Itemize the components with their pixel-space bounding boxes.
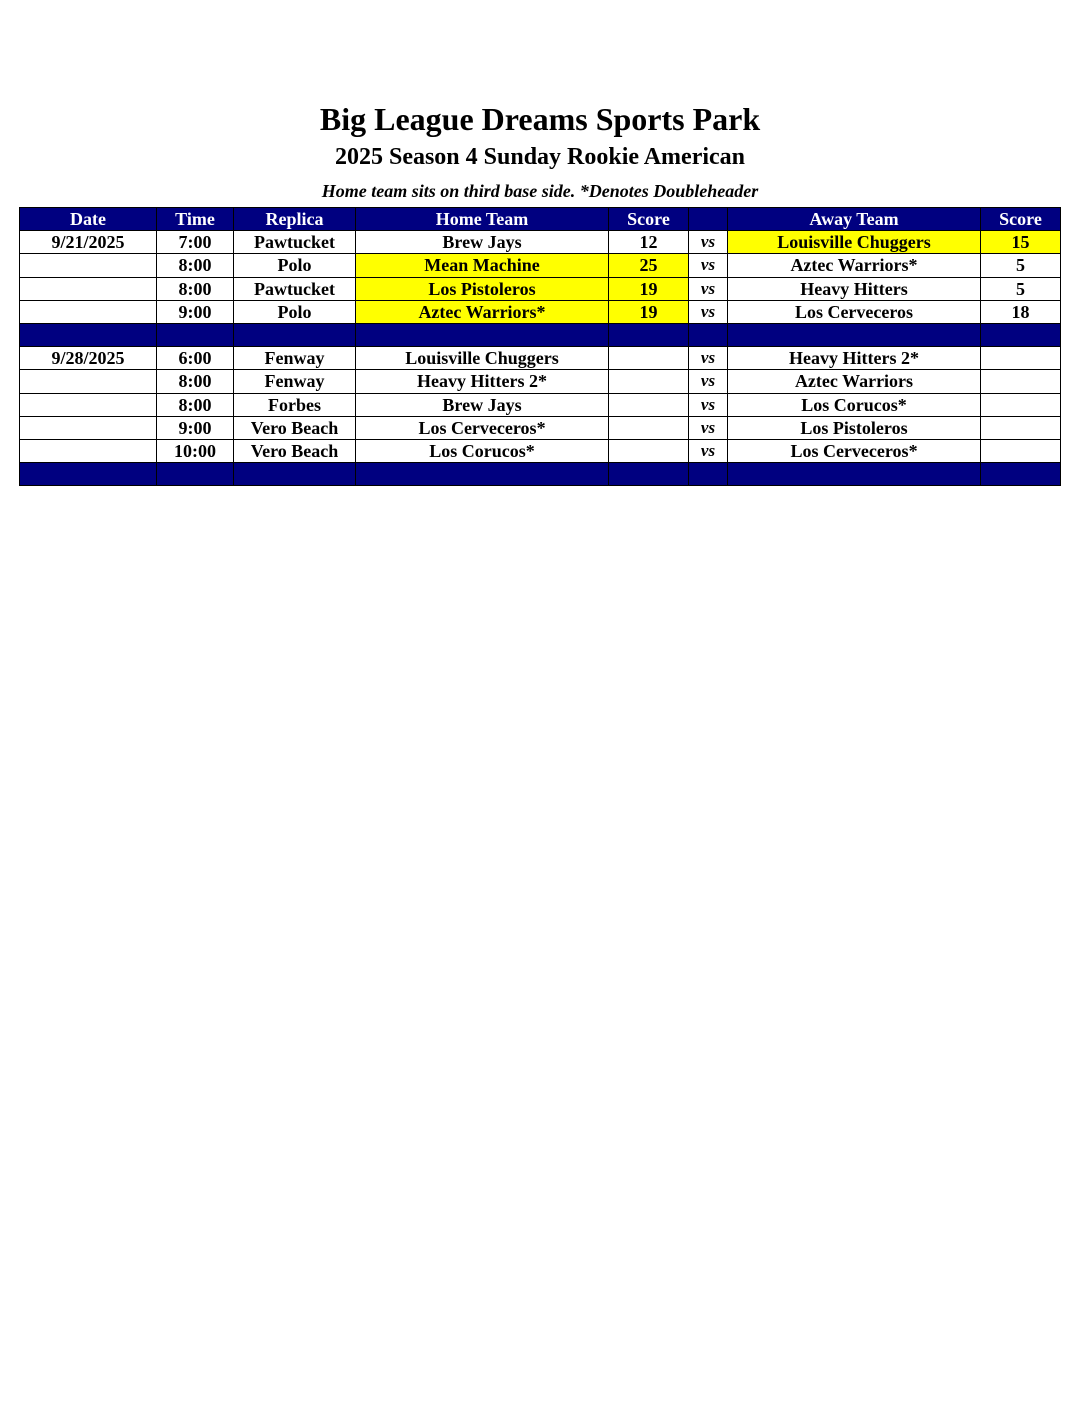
home-score-cell — [609, 347, 689, 370]
separator-cell — [20, 323, 157, 346]
separator-cell — [234, 463, 356, 486]
table-row — [20, 300, 1061, 323]
header-replica: Replica — [234, 208, 356, 231]
away-score-cell: 5 — [981, 254, 1061, 277]
replica-cell: Polo — [234, 300, 356, 323]
home-score-cell — [609, 439, 689, 462]
header-home-score: Score — [609, 208, 689, 231]
replica-cell: Fenway — [234, 370, 356, 393]
home-score-cell: 19 — [609, 300, 689, 323]
vs-cell: vs — [689, 277, 728, 300]
time-cell: 9:00 — [157, 300, 234, 323]
time-cell: 6:00 — [157, 347, 234, 370]
date-cell — [20, 416, 157, 439]
replica-cell: Pawtucket — [234, 277, 356, 300]
vs-cell: vs — [689, 370, 728, 393]
home-team-cell: Heavy Hitters 2* — [356, 370, 609, 393]
time-cell: 7:00 — [157, 231, 234, 254]
header-time: Time — [157, 208, 234, 231]
time-cell: 8:00 — [157, 254, 234, 277]
separator-cell — [981, 463, 1061, 486]
schedule-body — [20, 231, 1061, 486]
vs-cell: vs — [689, 439, 728, 462]
away-score-cell: 5 — [981, 277, 1061, 300]
table-row — [20, 277, 1061, 300]
home-score-cell: 12 — [609, 231, 689, 254]
away-score-cell — [981, 439, 1061, 462]
away-team-cell: Los Cerveceros — [728, 300, 981, 323]
replica-cell: Polo — [234, 254, 356, 277]
time-cell: 9:00 — [157, 416, 234, 439]
vs-cell: vs — [689, 231, 728, 254]
separator-cell — [609, 323, 689, 346]
vs-cell: vs — [689, 300, 728, 323]
away-team-cell: Aztec Warriors* — [728, 254, 981, 277]
home-team-cell: Louisville Chuggers — [356, 347, 609, 370]
header-vs — [689, 208, 728, 231]
separator-cell — [609, 463, 689, 486]
home-team-cell: Aztec Warriors* — [356, 300, 609, 323]
away-score-cell — [981, 370, 1061, 393]
away-team-cell: Los Pistoleros — [728, 416, 981, 439]
header-away-score: Score — [981, 208, 1061, 231]
page-subtitle: 2025 Season 4 Sunday Rookie American — [334, 144, 746, 170]
home-score-cell: 19 — [609, 277, 689, 300]
date-cell — [20, 277, 157, 300]
separator-cell — [356, 463, 609, 486]
date-cell — [20, 254, 157, 277]
away-team-cell: Los Cerveceros* — [728, 439, 981, 462]
header-away-team: Away Team — [728, 208, 981, 231]
table-row — [20, 393, 1061, 416]
table-row — [20, 254, 1061, 277]
replica-cell: Fenway — [234, 347, 356, 370]
time-cell: 10:00 — [157, 439, 234, 462]
separator-row — [20, 463, 1061, 486]
separator-cell — [234, 323, 356, 346]
time-cell: 8:00 — [157, 277, 234, 300]
home-team-cell: Los Cerveceros* — [356, 416, 609, 439]
away-score-cell — [981, 347, 1061, 370]
time-cell: 8:00 — [157, 370, 234, 393]
away-team-cell: Heavy Hitters 2* — [728, 347, 981, 370]
home-score-cell — [609, 416, 689, 439]
separator-cell — [157, 323, 234, 346]
table-header-row — [20, 208, 1061, 231]
separator-cell — [689, 323, 728, 346]
page-title: Big League Dreams Sports Park — [319, 101, 761, 137]
date-cell: 9/28/2025 — [20, 347, 157, 370]
away-team-cell: Los Corucos* — [728, 393, 981, 416]
page-note: Home team sits on third base side. *Denotes Doubleheader — [321, 181, 759, 201]
time-cell: 8:00 — [157, 393, 234, 416]
vs-cell: vs — [689, 393, 728, 416]
table-row — [20, 416, 1061, 439]
away-score-cell: 15 — [981, 231, 1061, 254]
away-score-cell — [981, 416, 1061, 439]
separator-cell — [728, 463, 981, 486]
date-cell — [20, 393, 157, 416]
home-score-cell — [609, 370, 689, 393]
vs-cell: vs — [689, 347, 728, 370]
replica-cell: Forbes — [234, 393, 356, 416]
separator-cell — [356, 323, 609, 346]
replica-cell: Vero Beach — [234, 439, 356, 462]
home-team-cell: Los Pistoleros — [356, 277, 609, 300]
home-score-cell — [609, 393, 689, 416]
separator-cell — [20, 463, 157, 486]
date-cell — [20, 300, 157, 323]
away-score-cell: 18 — [981, 300, 1061, 323]
away-team-cell: Louisville Chuggers — [728, 231, 981, 254]
date-cell — [20, 370, 157, 393]
away-score-cell — [981, 393, 1061, 416]
home-team-cell: Brew Jays — [356, 393, 609, 416]
separator-cell — [728, 323, 981, 346]
away-team-cell: Aztec Warriors — [728, 370, 981, 393]
away-team-cell: Heavy Hitters — [728, 277, 981, 300]
replica-cell: Vero Beach — [234, 416, 356, 439]
separator-cell — [689, 463, 728, 486]
date-cell — [20, 439, 157, 462]
replica-cell: Pawtucket — [234, 231, 356, 254]
header-home-team: Home Team — [356, 208, 609, 231]
header-date: Date — [20, 208, 157, 231]
home-team-cell: Los Corucos* — [356, 439, 609, 462]
schedule-table — [19, 207, 1061, 486]
table-row — [20, 370, 1061, 393]
home-team-cell: Mean Machine — [356, 254, 609, 277]
home-score-cell: 25 — [609, 254, 689, 277]
vs-cell: vs — [689, 254, 728, 277]
table-row — [20, 439, 1061, 462]
home-team-cell: Brew Jays — [356, 231, 609, 254]
date-cell: 9/21/2025 — [20, 231, 157, 254]
separator-cell — [981, 323, 1061, 346]
table-row — [20, 231, 1061, 254]
separator-row — [20, 323, 1061, 346]
table-row — [20, 347, 1061, 370]
vs-cell: vs — [689, 416, 728, 439]
separator-cell — [157, 463, 234, 486]
